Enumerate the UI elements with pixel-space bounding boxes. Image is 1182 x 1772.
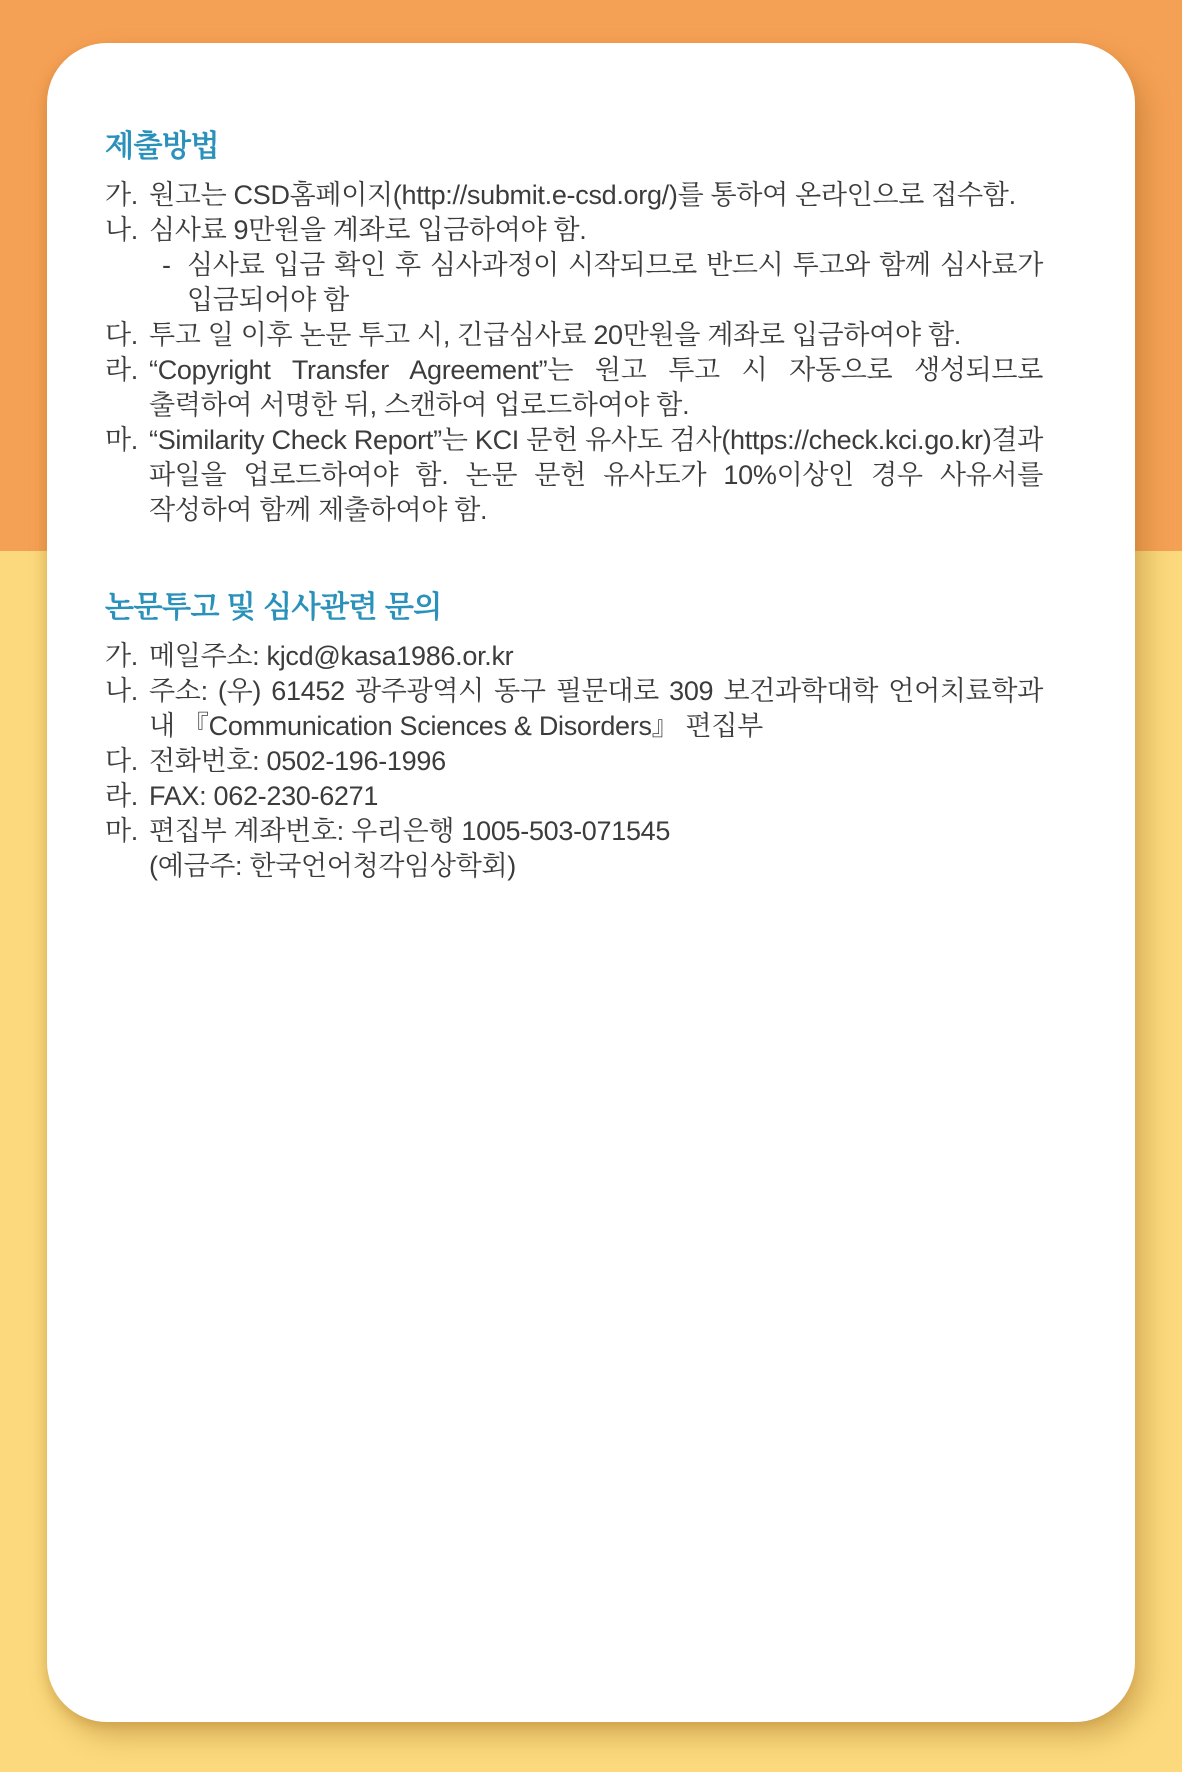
sub-list-item	[162, 248, 1043, 318]
list-item	[105, 674, 1043, 744]
list-item	[105, 814, 1043, 884]
item-text: 심사료 9만원을 계좌로 입금하여야 함.	[149, 215, 587, 245]
list-item	[105, 639, 1043, 674]
item-text-line1: 편집부 계좌번호: 우리은행 1005-503-071545	[149, 816, 671, 846]
item-marker: 마.	[105, 425, 138, 455]
item-marker: 다.	[105, 320, 138, 350]
item-text-account	[149, 814, 1043, 884]
item-text: “Similarity Check Report”는 KCI 문헌 유사도 검사(https://check.kci.go.kr)결과 파일을 업로드하여야 함. 논문 문헌 유사도가 10%이상인 경우 사유서를 작성하여 함께 제출하여야 함.	[149, 425, 1043, 525]
list-item	[105, 213, 1043, 248]
item-marker: 다.	[105, 746, 138, 776]
list-item	[105, 353, 1043, 423]
content-card	[47, 43, 1135, 1722]
item-marker: 라.	[105, 355, 138, 385]
item-text-fax: FAX: 062-230-6271	[149, 781, 379, 811]
item-text-email: 메일주소: kjcd@kasa1986.or.kr	[149, 641, 514, 671]
section-heading: 제출방법	[105, 130, 219, 163]
item-text-line2: (예금주: 한국언어청각임상학회)	[149, 851, 516, 881]
item-marker: 가.	[105, 641, 138, 671]
item-marker: 나.	[105, 676, 138, 706]
list-item	[105, 178, 1043, 213]
list-item	[105, 779, 1043, 814]
item-marker: 가.	[105, 180, 138, 210]
item-text: “Copyright Transfer Agreement”는 원고 투고 시 자동으로 생성되므로 출력하여 서명한 뒤, 스캔하여 업로드하여야 함.	[149, 355, 1043, 420]
item-text: 원고는 CSD홈페이지(http://submit.e-csd.org/)를 통하여 온라인으로 접수함.	[149, 180, 1016, 210]
item-text: 투고 일 이후 논문 투고 시, 긴급심사료 20만원을 계좌로 입금하여야 함.	[149, 320, 961, 350]
dash-marker: -	[162, 250, 171, 280]
item-marker: 마.	[105, 816, 138, 846]
sub-item-text: 심사료 입금 확인 후 심사과정이 시작되므로 반드시 투고와 함께 심사료가 입금되어야 함	[187, 250, 1043, 315]
item-text-phone: 전화번호: 0502-196-1996	[149, 746, 446, 776]
section-submission-method	[105, 129, 1043, 528]
item-marker: 라.	[105, 781, 138, 811]
list-item	[105, 744, 1043, 779]
item-text-address: 주소: (우) 61452 광주광역시 동구 필문대로 309 보건과학대학 언어치료학과 내 『Communication Sciences & Disorders』 편집부	[149, 676, 1043, 741]
item-marker: 나.	[105, 215, 138, 245]
section-contact-info	[105, 590, 1043, 884]
section-heading: 논문투고 및 심사관련 문의	[105, 591, 442, 624]
list-item	[105, 423, 1043, 528]
list-item	[105, 318, 1043, 353]
